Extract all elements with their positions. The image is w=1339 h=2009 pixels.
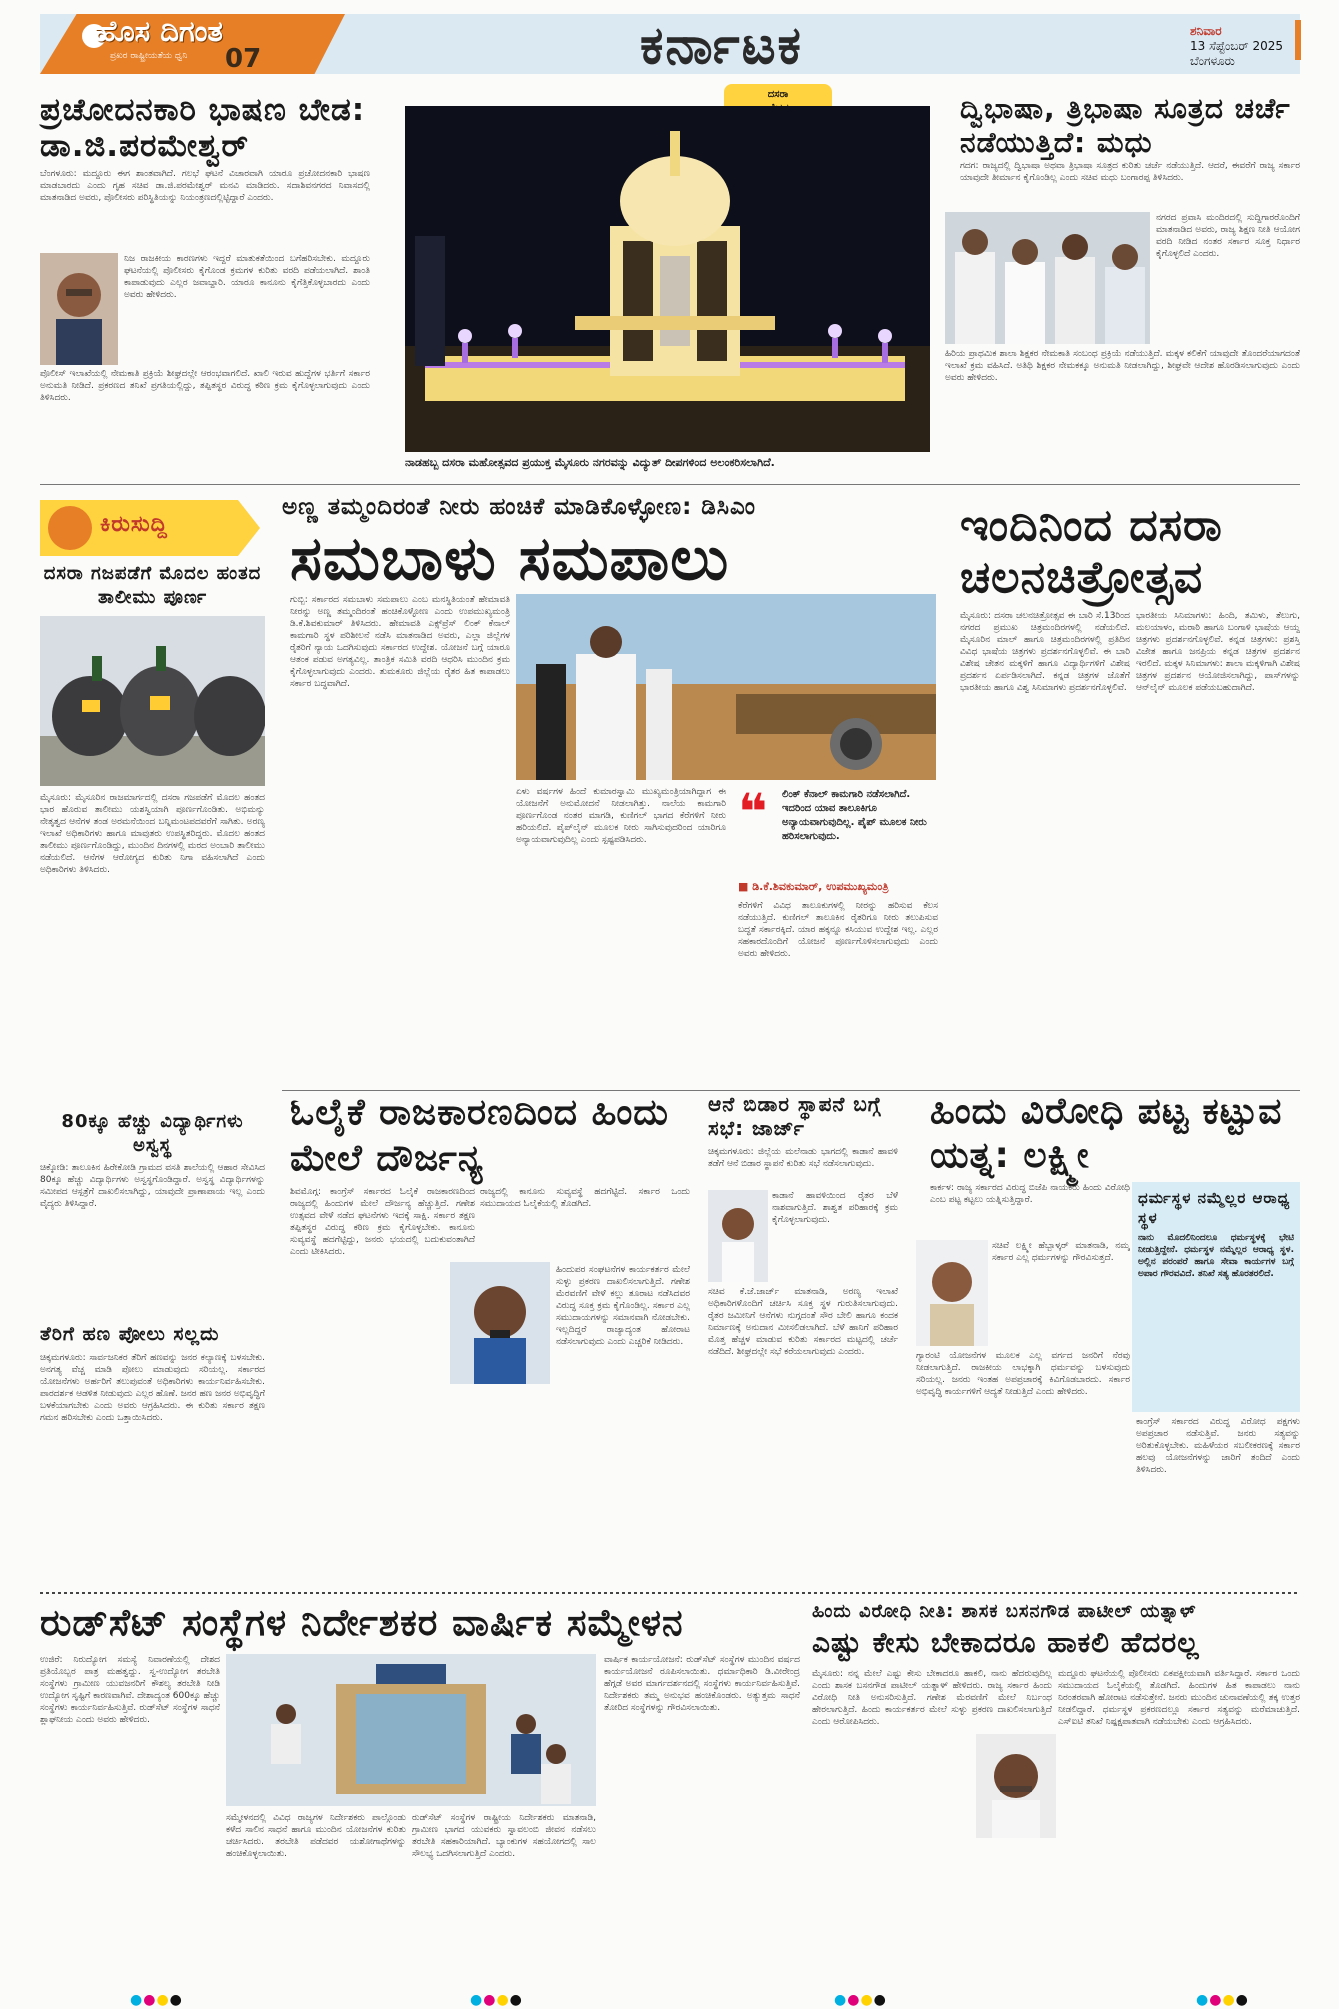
portrait-photo xyxy=(708,1190,768,1282)
headline-parameshwar: ಪ್ರಚೋದನಕಾರಿ ಭಾಷಣ ಬೇಡ: ಡಾ.ಜಿ.ಪರಮೇಶ್ವರ್ xyxy=(40,92,366,164)
date-accent-bar xyxy=(1295,20,1301,60)
story-body: ರಾಜ್ಯದಲ್ಲಿ ಕಾನೂನು ಸುವ್ಯವಸ್ಥೆ ಹದಗೆಟ್ಟಿದೆ. ಸರ್ಕಾರ ಒಂದು ಸಮುದಾಯದ ಓಲೈಕೆಯಲ್ಲಿ ತೊಡಗಿದೆ. xyxy=(480,1187,690,1209)
box-body: ನಾನು ಮೊದಲಿನಿಂದಲೂ ಧರ್ಮಸ್ಥಳಕ್ಕೆ ಭೇಟಿ ನೀಡುತ್ತಿದ್ದೇನೆ. ಧರ್ಮಸ್ಥಳ ನಮ್ಮೆಲ್ಲರ ಆರಾಧ್ಯ ಸ್ಥಳ. ಅಲ್ಲಿನ ಪರಂಪರೆ ಹಾಗೂ ಸೇವಾ ಕಾರ್ಯಗಳ ಬಗ್ಗೆ ಅಪಾರ ಗೌರವವಿದೆ. ತನಿಖೆ ಸತ್ಯ ಹೊರತರಲಿದೆ. xyxy=(1138,1233,1294,1279)
story-body: ಸಚಿವ ಕೆ.ಜೆ.ಜಾರ್ಜ್ ಮಾತನಾಡಿ, ಅರಣ್ಯ ಇಲಾಖೆ ಅಧಿಕಾರಿಗಳೊಂದಿಗೆ ಚರ್ಚಿಸಿ ಸೂಕ್ತ ಸ್ಥಳ ಗುರುತಿಸಲಾಗುವುದು. ರೈತರ ಜಮೀನಿಗೆ ಆನೆಗಳು ನುಗ್ಗದಂತೆ ಸೌರ ಬೇಲಿ ಹಾಗೂ ಕಂದಕ ನಿರ್ಮಾಣಕ್ಕೆ ಅನುದಾನ ಮೀಸಲಿಡಲಾಗಿದೆ. ಬೆಳೆ ಹಾನಿಗೆ ಪರಿಹಾರ ಮೊತ್ತ ಹೆಚ್ಚಳ ಮಾಡುವ ಕುರಿತು ಸರ್ಕಾರದ ಮಟ್ಟದಲ್ಲಿ ಚರ್ಚೆ ನಡೆದಿದೆ. ಶೀಘ್ರದಲ್ಲೇ ಸಭೆ ಕರೆಯಲಾಗುವುದು ಎಂದರು. xyxy=(708,1287,898,1357)
headline-tax: ತೆರಿಗೆ ಹಣ ಪೋಲು ಸಲ್ಲದು xyxy=(40,1323,220,1345)
portrait-photo xyxy=(916,1240,988,1346)
dasara-badge: ದಸರಾ xyxy=(724,84,832,124)
headline-film-festival: ಇಂದಿನಿಂದ ದಸರಾ ಚಲನಚಿತ್ರೋತ್ಸವ xyxy=(960,500,1223,603)
dharmasthala-box xyxy=(1132,1182,1300,1412)
elephants-photo xyxy=(40,616,265,786)
portrait-photo xyxy=(40,253,118,365)
hand-pointer-icon xyxy=(48,506,92,550)
print-registration-marks: ●●●● xyxy=(1196,1992,1249,2008)
story-body: ಉಜಿರೆ: ನಿರುದ್ಯೋಗ ಸಮಸ್ಯೆ ನಿವಾರಣೆಯಲ್ಲಿ ದೇಶದ ಪ್ರತಿಯೊಬ್ಬರ ಪಾತ್ರ ಮಹತ್ವದ್ದು. ಸ್ವ-ಉದ್ಯೋಗ ತರಬೇತಿ ಸಂಸ್ಥೆಗಳು ಗ್ರಾಮೀಣ ಯುವಜನರಿಗೆ ಕೌಶಲ್ಯ ತರಬೇತಿ ನೀಡಿ ಉದ್ಯೋಗ ಸೃಷ್ಟಿಗೆ ಕಾರಣವಾಗಿವೆ. ದೇಶಾದ್ಯಂತ 600ಕ್ಕೂ ಹೆಚ್ಚು ಸಂಸ್ಥೆಗಳು ಕಾರ್ಯನಿರ್ವಹಿಸುತ್ತಿವೆ. ರುಡ್‌ಸೆಟ್ ಸಂಸ್ಥೆಗಳ ಸಾಧನೆ ಶ್ಲಾಘನೀಯ ಎಂದು ಅವರು ಹೇಳಿದರು. xyxy=(40,1655,220,1725)
story-body: ಪೊಲೀಸ್ ಇಲಾಖೆಯಲ್ಲಿ ನೇಮಕಾತಿ ಪ್ರಕ್ರಿಯೆ ಶೀಘ್ರದಲ್ಲೇ ಆರಂಭವಾಗಲಿದೆ. ಖಾಲಿ ಇರುವ ಹುದ್ದೆಗಳ ಭರ್ತಿಗೆ ಸರ್ಕಾರ ಅನುಮತಿ ನೀಡಿದೆ. ಪ್ರಕರಣದ ತನಿಖೆ ಪ್ರಗತಿಯಲ್ಲಿದ್ದು, ತಪ್ಪಿತಸ್ಥರ ವಿರುದ್ಧ ಕಠಿಣ ಕ್ರಮ ಕೈಗೊಳ್ಳಲಾಗುವುದು ಎಂದು ತಿಳಿಸಿದರು. xyxy=(40,369,370,403)
quote-attribution: ■ ಡಿ.ಕೆ.ಶಿವಕುಮಾರ್, ಉಪಮುಖ್ಯಮಂತ್ರಿ xyxy=(738,880,889,893)
story-body: ಶಿವಮೊಗ್ಗ: ಕಾಂಗ್ರೆಸ್ ಸರ್ಕಾರದ ಓಲೈಕೆ ರಾಜಕಾರಣದಿಂದ ರಾಜ್ಯದಲ್ಲಿ ಹಿಂದುಗಳ ಮೇಲೆ ದೌರ್ಜನ್ಯ ಹೆಚ್ಚುತ್ತಿದೆ. ಗಣೇಶ ಉತ್ಸವದ ವೇಳೆ ನಡೆದ ಘಟನೆಗಳು ಇದಕ್ಕೆ ಸಾಕ್ಷಿ. ಸರ್ಕಾರ ತಕ್ಷಣ ತಪ್ಪಿತಸ್ಥರ ವಿರುದ್ಧ ಕಠಿಣ ಕ್ರಮ ಕೈಗೊಳ್ಳಬೇಕು. ಕಾನೂನು ಸುವ್ಯವಸ್ಥೆ ಹದಗೆಟ್ಟಿದ್ದು, ಜನರು ಭಯದಲ್ಲಿ ಬದುಕುವಂತಾಗಿದೆ ಎಂದು ಟೀಕಿಸಿದರು. xyxy=(290,1187,475,1257)
date: 13 ಸೆಪ್ಟೆಂಬರ್ 2025 xyxy=(1190,39,1284,53)
headline-yatnal: ಎಷ್ಟು ಕೇಸು ಬೇಕಾದರೂ ಹಾಕಲಿ ಹೆದರಲ್ಲ xyxy=(812,1626,1200,1659)
story-body: ಕಾಡಾನೆ ಹಾವಳಿಯಿಂದ ರೈತರ ಬೆಳೆ ನಾಶವಾಗುತ್ತಿದೆ. ಶಾಶ್ವತ ಪರಿಹಾರಕ್ಕೆ ಕ್ರಮ ಕೈಗೊಳ್ಳಲಾಗುವುದು. xyxy=(772,1191,898,1225)
print-registration-marks: ●●●● xyxy=(470,1992,523,2008)
kiru-suddi-label: ಕಿರುಸುದ್ದಿ xyxy=(100,512,168,537)
story-body: ಕೆರೆಗಳಿಗೆ ವಿವಿಧ ತಾಲೂಕುಗಳಲ್ಲಿ ನೀರನ್ನು ಹರಿಸುವ ಕೆಲಸ ನಡೆಯುತ್ತಿದೆ. ಕುಣಿಗಲ್ ತಾಲೂಕಿನ ರೈತರಿಗೂ ನೀರು ತಲುಪಿಸುವ ಬದ್ಧತೆ ಸರ್ಕಾರಕ್ಕಿದೆ. ಯಾರ ಹಕ್ಕನ್ನೂ ಕಸಿಯುವ ಉದ್ದೇಶ ಇಲ್ಲ. ಎಲ್ಲರ ಸಹಕಾರದೊಂದಿಗೆ ಯೋಜನೆ ಪೂರ್ಣಗೊಳಿಸಲಾಗುವುದು ಎಂದು ಅವರು ಹೇಳಿದರು. xyxy=(738,901,938,959)
headline-elephant: ದಸರಾ ಗಜಪಡೆಗೆ ಮೊದಲ ಹಂತದ ತಾಲೀಮು ಪೂರ್ಣ xyxy=(43,563,262,608)
dateline xyxy=(1190,24,1283,69)
divider xyxy=(40,1592,1300,1594)
story-body: ಭಾರತೀಯ ಸಿನಿಮಾಗಳು: ಹಿಂದಿ, ತಮಿಳು, ತೆಲುಗು, ಮಲಯಾಳಂ, ಮರಾಠಿ ಹಾಗೂ ಬಂಗಾಳಿ ಭಾಷೆಯ ಆಯ್ದ ಚಿತ್ರಗಳು ಪ್ರದರ್ಶನಗೊಳ್ಳಲಿವೆ. ಕನ್ನಡ ಚಿತ್ರಗಳು: ಪ್ರಶಸ್ತಿ ವಿಜೇತ ಹಾಗೂ ಜನಪ್ರಿಯ ಕನ್ನಡ ಚಿತ್ರಗಳ ಪ್ರದರ್ಶನ ಇರಲಿದೆ. ಮಕ್ಕಳ ಸಿನಿಮಾಗಳು: ಶಾಲಾ ಮಕ್ಕಳಿಗಾಗಿ ವಿಶೇಷ ಚಿತ್ರಗಳ ಪ್ರದರ್ಶನ ಆಯೋಜಿಸಲಾಗಿದ್ದು, ಪಾಸ್‌ಗಳನ್ನು ಆನ್‌ಲೈನ್ ಮೂಲಕ ಪಡೆಯಬಹುದಾಗಿದೆ. xyxy=(1136,611,1300,693)
headline-ballot: ಓಲೈಕೆ ರಾಜಕಾರಣದಿಂದ ಹಿಂದು ಮೇಲೆ ದೌರ್ಜನ್ಯ xyxy=(290,1092,669,1179)
story-body: ಗದಗ: ರಾಜ್ಯದಲ್ಲಿ ದ್ವಿಭಾಷಾ ಅಥವಾ ತ್ರಿಭಾಷಾ ಸೂತ್ರದ ಕುರಿತು ಚರ್ಚೆ ನಡೆಯುತ್ತಿದೆ. ಆದರೆ, ಈವರೆಗೆ ರಾಜ್ಯ ಸರ್ಕಾರ ಯಾವುದೇ ತೀರ್ಮಾನ ಕೈಗೊಂಡಿಲ್ಲ ಎಂದು ಸಚಿವ ಮಧು ಬಂಗಾರಪ್ಪ ತಿಳಿಸಿದರು. xyxy=(960,161,1300,183)
portrait-photo xyxy=(450,1262,550,1384)
story-body: ಚಿಕ್ಕೋಡಿ: ತಾಲೂಕಿನ ಹಿರೇಕೋಡಿ ಗ್ರಾಮದ ವಸತಿ ಶಾಲೆಯಲ್ಲಿ ಆಹಾರ ಸೇವಿಸಿದ 80ಕ್ಕೂ ಹೆಚ್ಚು ವಿದ್ಯಾರ್ಥಿಗಳು ಅಸ್ವಸ್ಥಗೊಂಡಿದ್ದಾರೆ. ಅಸ್ವಸ್ಥ ವಿದ್ಯಾರ್ಥಿಗಳನ್ನು ಸಮೀಪದ ಆಸ್ಪತ್ರೆಗೆ ದಾಖಲಿಸಲಾಗಿದ್ದು, ಯಾವುದೇ ಪ್ರಾಣಾಪಾಯ ಇಲ್ಲ ಎಂದು ವೈದ್ಯರು ತಿಳಿಸಿದ್ದಾರೆ. xyxy=(40,1163,265,1209)
story-body: ಏಳು ವರ್ಷಗಳ ಹಿಂದೆ ಕುಮಾರಸ್ವಾಮಿ ಮುಖ್ಯಮಂತ್ರಿಯಾಗಿದ್ದಾಗ ಈ ಯೋಜನೆಗೆ ಅನುಮೋದನೆ ನೀಡಲಾಗಿತ್ತು. ನಾಲೆಯ ಕಾಮಗಾರಿ ಪೂರ್ಣಗೊಂಡ ನಂತರ ಮಾಗಡಿ, ಕುಣಿಗಲ್ ಭಾಗದ ಕೆರೆಗಳಿಗೆ ನೀರು ಹರಿಯಲಿದೆ. ಪೈಪ್‌ಲೈನ್ ಮೂಲಕ ನೀರು ಸಾಗಿಸುವುದರಿಂದ ಯಾರಿಗೂ ಅನ್ಯಾಯವಾಗುವುದಿಲ್ಲ ಎಂದು ಸ್ಪಷ್ಟಪಡಿಸಿದರು. xyxy=(516,787,726,845)
story-body: ಗುಬ್ಬಿ: ಸರ್ಕಾರದ ಸಮಬಾಳು ಸಮಪಾಲು ಎಂಬ ಮನಸ್ಥಿತಿಯಂತೆ ಹೇಮಾವತಿ ನೀರನ್ನು ಅಣ್ಣ ತಮ್ಮಂದಿರಂತೆ ಹಂಚಿಕೊಳ್ಳೋಣ ಎಂದು ಉಪಮುಖ್ಯಮಂತ್ರಿ ಡಿ.ಕೆ.ಶಿವಕುಮಾರ್ ತಿಳಿಸಿದರು. ಹೇಮಾವತಿ ಎಕ್ಸ್‌ಪ್ರೆಸ್ ಲಿಂಕ್ ಕೆನಾಲ್ ಕಾಮಗಾರಿ ಸ್ಥಳ ಪರಿಶೀಲನೆ ನಡೆಸಿ ಮಾತನಾಡಿದ ಅವರು, ಎಲ್ಲಾ ಜಿಲ್ಲೆಗಳ ರೈತರಿಗೆ ನ್ಯಾಯ ಒದಗಿಸುವುದು ಸರ್ಕಾರದ ಉದ್ದೇಶ. ಯೋಜನೆ ಬಗ್ಗೆ ಯಾರೂ ಆತಂಕ ಪಡುವ ಅಗತ್ಯವಿಲ್ಲ. ತಾಂತ್ರಿಕ ಸಮಿತಿ ವರದಿ ಆಧರಿಸಿ ಮುಂದಿನ ಕ್ರಮ ಕೈಗೊಳ್ಳಲಾಗುವುದು ಎಂದರು. ತುಮಕೂರು ಜಿಲ್ಲೆಯ ರೈತರ ಹಿತ ಕಾಪಾಡಲು ಸರ್ಕಾರ ಬದ್ಧವಾಗಿದೆ. xyxy=(290,595,510,689)
headline-samabalu: ಸಮಬಾಳು ಸಮಪಾಲು xyxy=(290,524,730,594)
story-body: ಗ್ಯಾರಂಟಿ ಯೋಜನೆಗಳ ಮೂಲಕ ಎಲ್ಲ ವರ್ಗದ ಜನರಿಗೆ ನೆರವು ನೀಡಲಾಗುತ್ತಿದೆ. ರಾಜಕೀಯ ಲಾಭಕ್ಕಾಗಿ ಧರ್ಮವನ್ನು ಬಳಸುವುದು ಸರಿಯಲ್ಲ. ಜನರು ಇಂತಹ ಅಪಪ್ರಚಾರಕ್ಕೆ ಕಿವಿಗೊಡಬಾರದು. ಸರ್ಕಾರ ಅಭಿವೃದ್ಧಿ ಕಾರ್ಯಗಳಿಗೆ ಆದ್ಯತೆ ನೀಡುತ್ತಿದೆ ಎಂದು ಹೇಳಿದರು. xyxy=(916,1351,1130,1397)
weekday: ಶನಿವಾರ xyxy=(1190,24,1222,38)
story-body: ಬೆಂಗಳೂರು: ಮದ್ದೂರು ಈಗ ಶಾಂತವಾಗಿದೆ. ಗಲಭೆ ಘಟನೆ ವಿಚಾರವಾಗಿ ಯಾರೂ ಪ್ರಚೋದನಕಾರಿ ಭಾಷಣ ಮಾಡಬಾರದು ಎಂದು ಗೃಹ ಸಚಿವ ಡಾ.ಜಿ.ಪರಮೇಶ್ವರ್ ಮನವಿ ಮಾಡಿದರು. ಸದಾಶಿವನಗರದ ನಿವಾಸದಲ್ಲಿ ಮಾತನಾಡಿದ ಅವರು, ಪೊಲೀಸರು ಪರಿಸ್ಥಿತಿಯನ್ನು ನಿಯಂತ್ರಣದಲ್ಲಿಟ್ಟಿದ್ದಾರೆ ಎಂದರು. xyxy=(40,169,370,203)
story-body: ವಾರ್ಷಿಕ ಕಾರ್ಯಯೋಜನೆ: ರುಡ್‌ಸೆಟ್ ಸಂಸ್ಥೆಗಳ ಮುಂದಿನ ವರ್ಷದ ಕಾರ್ಯಯೋಜನೆ ರೂಪಿಸಲಾಯಿತು. ಧರ್ಮಾಧಿಕಾರಿ ಡಿ.ವೀರೇಂದ್ರ ಹೆಗ್ಗಡೆ ಅವರ ಮಾರ್ಗದರ್ಶನದಲ್ಲಿ ಸಂಸ್ಥೆಗಳು ಕಾರ್ಯನಿರ್ವಹಿಸುತ್ತಿವೆ. ನಿರ್ದೇಶಕರು ತಮ್ಮ ಅನುಭವ ಹಂಚಿಕೊಂಡರು. ಅತ್ಯುತ್ತಮ ಸಾಧನೆ ತೋರಿದ ಸಂಸ್ಥೆಗಳನ್ನು ಗೌರವಿಸಲಾಯಿತು. xyxy=(604,1655,800,1713)
print-registration-marks: ●●●● xyxy=(834,1992,887,2008)
divider xyxy=(40,484,1300,485)
section-title: ಕರ್ನಾಟಕ xyxy=(640,16,803,76)
story-body: ರುಡ್‌ಸೆಟ್ ಸಂಸ್ಥೆಗಳ ರಾಷ್ಟ್ರೀಯ ನಿರ್ದೇಶಕರು ಮಾತನಾಡಿ, ಗ್ರಾಮೀಣ ಭಾಗದ ಯುವಕರು ಸ್ವಾವಲಂಬಿ ಜೀವನ ನಡೆಸಲು ತರಬೇತಿ ಸಹಕಾರಿಯಾಗಿದೆ. ಬ್ಯಾಂಕುಗಳ ಸಹಯೋಗದಲ್ಲಿ ಸಾಲ ಸೌಲಭ್ಯ ಒದಗಿಸಲಾಗುತ್ತಿದೆ ಎಂದರು. xyxy=(412,1813,596,1859)
story-body: ಚಿಕ್ಕಮಗಳೂರು: ಜಿಲ್ಲೆಯ ಮಲೆನಾಡು ಭಾಗದಲ್ಲಿ ಕಾಡಾನೆ ಹಾವಳಿ ತಡೆಗೆ ಆನೆ ಬಿಡಾರ ಸ್ಥಾಪನೆ ಕುರಿತು ಸಭೆ ನಡೆಸಲಾಗುವುದು. xyxy=(708,1147,898,1169)
ministers-group-photo xyxy=(945,212,1150,344)
pull-quote: ಲಿಂಕ್ ಕೆನಾಲ್ ಕಾಮಗಾರಿ ನಡೆಸಲಾಗಿದೆ. ಇದರಿಂದ ಯಾವ ತಾಲೂಕಿಗೂ ಅನ್ಯಾಯವಾಗುವುದಿಲ್ಲ. ಪೈಪ್ ಮೂಲಕ ನೀರು ಹರಿಸಲಾಗುವುದು. xyxy=(782,789,927,842)
story-body: ಹಿಂದುಪರ ಸಂಘಟನೆಗಳ ಕಾರ್ಯಕರ್ತರ ಮೇಲೆ ಸುಳ್ಳು ಪ್ರಕರಣ ದಾಖಲಿಸಲಾಗುತ್ತಿದೆ. ಗಣೇಶ ಮೆರವಣಿಗೆ ವೇಳೆ ಕಲ್ಲು ತೂರಾಟ ನಡೆಸಿದವರ ವಿರುದ್ಧ ಸೂಕ್ತ ಕ್ರಮ ಕೈಗೊಂಡಿಲ್ಲ. ಸರ್ಕಾರ ಎಲ್ಲ ಸಮುದಾಯಗಳನ್ನು ಸಮಾನವಾಗಿ ನೋಡಬೇಕು. ಇಲ್ಲದಿದ್ದರೆ ರಾಜ್ಯಾದ್ಯಂತ ಹೋರಾಟ ನಡೆಸಲಾಗುವುದು ಎಂದು ಎಚ್ಚರಿಕೆ ನೀಡಿದರು. xyxy=(556,1265,690,1347)
headline-students: 80ಕ್ಕೂ ಹೆಚ್ಚು ವಿದ್ಯಾರ್ಥಿಗಳು ಅಸ್ವಸ್ಥ xyxy=(61,1111,244,1156)
illuminated-mandapa-photo xyxy=(405,106,930,452)
headline-bilingual: ದ್ವಿಭಾಷಾ, ತ್ರಿಭಾಷಾ ಸೂತ್ರದ ಚರ್ಚೆ ನಡೆಯುತ್ತಿದೆ: ಮಧು xyxy=(960,92,1291,159)
city: ಬೆಂಗಳೂರು xyxy=(1190,54,1235,68)
story-body: ಸಮ್ಮೇಳನದಲ್ಲಿ ವಿವಿಧ ರಾಜ್ಯಗಳ ನಿರ್ದೇಶಕರು ಪಾಲ್ಗೊಂಡು ಕಳೆದ ಸಾಲಿನ ಸಾಧನೆ ಹಾಗೂ ಮುಂದಿನ ಯೋಜನೆಗಳ ಕುರಿತು ಚರ್ಚಿಸಿದರು. ತರಬೇತಿ ಪಡೆದವರ ಯಶೋಗಾಥೆಗಳನ್ನು ಹಂಚಿಕೊಳ್ಳಲಾಯಿತು. xyxy=(226,1813,406,1859)
story-body: ಮದ್ದೂರು ಘಟನೆಯಲ್ಲಿ ಪೊಲೀಸರು ಏಕಪಕ್ಷೀಯವಾಗಿ ವರ್ತಿಸಿದ್ದಾರೆ. ಸರ್ಕಾರ ಒಂದು ಸಮುದಾಯದ ಓಲೈಕೆಯಲ್ಲಿ ತೊಡಗಿದೆ. ಹಿಂದುಗಳ ಹಿತ ಕಾಪಾಡಲು ನಾನು ನಿರಂತರವಾಗಿ ಹೋರಾಟ ನಡೆಸುತ್ತೇನೆ. ಜನರು ಮುಂದಿನ ಚುನಾವಣೆಯಲ್ಲಿ ತಕ್ಕ ಉತ್ತರ ನೀಡಲಿದ್ದಾರೆ. ಧರ್ಮಸ್ಥಳ ಪ್ರಕರಣದಲ್ಲೂ ಸರ್ಕಾರ ಸತ್ಯವನ್ನು ಮರೆಮಾಚುತ್ತಿದೆ. ಎಸ್‌ಐಟಿ ತನಿಖೆ ನಿಷ್ಪಕ್ಷಪಾತವಾಗಿ ನಡೆಯಬೇಕು ಎಂದು ಆಗ್ರಹಿಸಿದರು. xyxy=(1058,1669,1300,1727)
photo-caption: ನಾಡಹಬ್ಬ ದಸರಾ ಮಹೋತ್ಸವದ ಪ್ರಯುಕ್ತ ಮೈಸೂರು ನಗರವನ್ನು ವಿದ್ಯುತ್ ದೀಪಗಳಿಂದ ಅಲಂಕರಿಸಲಾಗಿದೆ. xyxy=(405,456,775,469)
story-body: ಚಿಕ್ಕಮಗಳೂರು: ಸಾರ್ವಜನಿಕರ ತೆರಿಗೆ ಹಣವನ್ನು ಜನರ ಕಲ್ಯಾಣಕ್ಕೆ ಬಳಸಬೇಕು. ಅನಗತ್ಯ ವೆಚ್ಚ ಮಾಡಿ ಪೋಲು ಮಾಡುವುದು ಸರಿಯಲ್ಲ. ಸರ್ಕಾರದ ಯೋಜನೆಗಳು ಅರ್ಹರಿಗೆ ತಲುಪುವಂತೆ ಅಧಿಕಾರಿಗಳು ಕಾರ್ಯನಿರ್ವಹಿಸಬೇಕು. ಪಾರದರ್ಶಕ ಆಡಳಿತ ನೀಡುವುದು ಎಲ್ಲರ ಹೊಣೆ. ಜನರ ಹಣ ಜನರ ಅಭಿವೃದ್ಧಿಗೆ ಬಳಕೆಯಾಗಬೇಕು ಎಂದು ಅವರು ಆಗ್ರಹಿಸಿದರು. ಈ ಕುರಿತು ಸರ್ಕಾರ ತಕ್ಷಣ ಗಮನ ಹರಿಸಬೇಕು ಎಂದು ಒತ್ತಾಯಿಸಿದರು. xyxy=(40,1353,265,1423)
page-number: 07 xyxy=(225,44,262,74)
masthead-tagline: ಪ್ರಖರ ರಾಷ್ಟ್ರೀಯತೆಯ ಧ್ವನಿ xyxy=(110,51,188,61)
story-body: ನಗರದ ಪ್ರವಾಸಿ ಮಂದಿರದಲ್ಲಿ ಸುದ್ದಿಗಾರರೊಂದಿಗೆ ಮಾತನಾಡಿದ ಅವರು, ರಾಜ್ಯ ಶಿಕ್ಷಣ ನೀತಿ ಆಯೋಗ ವರದಿ ನೀಡಿದ ನಂತರ ಸರ್ಕಾರ ಸೂಕ್ತ ನಿರ್ಧಾರ ಕೈಗೊಳ್ಳಲಿದೆ ಎಂದರು. xyxy=(1156,213,1300,259)
headline-rudset: ರುಡ್‌ಸೆಟ್ ಸಂಸ್ಥೆಗಳ ನಿರ್ದೇಶಕರ ವಾರ್ಷಿಕ ಸಮ್ಮೇಳನ xyxy=(40,1601,684,1644)
story-body: ಕಾರ್ಕಳ: ರಾಜ್ಯ ಸರ್ಕಾರದ ವಿರುದ್ಧ ಬಿಜೆಪಿ ನಾಯಕರು ಹಿಂದು ವಿರೋಧಿ ಎಂಬ ಪಟ್ಟ ಕಟ್ಟಲು ಯತ್ನಿಸುತ್ತಿದ್ದಾರೆ. xyxy=(930,1183,1130,1205)
story-body: ಕಾಂಗ್ರೆಸ್ ಸರ್ಕಾರದ ವಿರುದ್ಧ ವಿರೋಧ ಪಕ್ಷಗಳು ಅಪಪ್ರಚಾರ ನಡೆಸುತ್ತಿವೆ. ಜನರು ಸತ್ಯವನ್ನು ಅರಿತುಕೊಳ್ಳಬೇಕು. ಮಹಿಳೆಯರ ಸಬಲೀಕರಣಕ್ಕೆ ಸರ್ಕಾರ ಹಲವು ಯೋಜನೆಗಳನ್ನು ಜಾರಿಗೆ ತಂದಿದೆ ಎಂದು ತಿಳಿಸಿದರು. xyxy=(1136,1417,1300,1475)
headline-george: ಆನೆ ಬಿಡಾರ ಸ್ಥಾಪನೆ ಬಗ್ಗೆ ಸಭೆ: ಜಾರ್ಜ್ xyxy=(708,1092,882,1140)
story-body: ಮೈಸೂರು: ಮೈಸೂರಿನ ರಾಜಮಾರ್ಗದಲ್ಲಿ ದಸರಾ ಗಜಪಡೆಗೆ ಮೊದಲ ಹಂತದ ಭಾರ ಹೊರುವ ತಾಲೀಮು ಯಶಸ್ವಿಯಾಗಿ ಪೂರ್ಣಗೊಂಡಿತು. ಅಭಿಮನ್ಯು ನೇತೃತ್ವದ ಆನೆಗಳ ತಂಡ ಅರಮನೆಯಿಂದ ಬನ್ನಿಮಂಟಪದವರೆಗೆ ಸಾಗಿತು. ಅರಣ್ಯ ಇಲಾಖೆ ಅಧಿಕಾರಿಗಳು ಹಾಗೂ ಮಾವುತರು ಉಪಸ್ಥಿತರಿದ್ದರು. ಮೊದಲ ಹಂತದ ತಾಲೀಮು ಪೂರ್ಣಗೊಂಡಿದ್ದು, ಮುಂದಿನ ದಿನಗಳಲ್ಲಿ ಮರದ ಅಂಬಾರಿ ತಾಲೀಮು ನಡೆಯಲಿದೆ. ಆನೆಗಳ ಆರೋಗ್ಯದ ಕುರಿತು ನಿಗಾ ವಹಿಸಲಾಗಿದೆ ಎಂದು ಅಧಿಕಾರಿಗಳು ತಿಳಿಸಿದರು. xyxy=(40,793,265,875)
headline-lakshmi: ಹಿಂದು ವಿರೋಧಿ ಪಟ್ಟ ಕಟ್ಟುವ ಯತ್ನ: ಲಕ್ಷ್ಮೀ xyxy=(930,1091,1283,1176)
portrait-photo xyxy=(976,1734,1056,1838)
pipeline-inspection-photo xyxy=(516,594,936,780)
box-heading: ಧರ್ಮಸ್ಥಳ ನಮ್ಮೆಲ್ಲರ ಆರಾಧ್ಯ ಸ್ಥಳ xyxy=(1138,1189,1291,1227)
kicker-yatnal: ಹಿಂದು ವಿರೋಧಿ ನೀತಿ: ಶಾಸಕ ಬಸನಗೌಡ ಪಾಟೀಲ್ ಯತ್ನಾಳ್ xyxy=(812,1601,1197,1622)
story-body: ಹಿರಿಯ ಪ್ರಾಥಮಿಕ ಶಾಲಾ ಶಿಕ್ಷಕರ ನೇಮಕಾತಿ ಸಂಬಂಧ ಪ್ರಕ್ರಿಯೆ ನಡೆಯುತ್ತಿದೆ. ಮಕ್ಕಳ ಕಲಿಕೆಗೆ ಯಾವುದೇ ತೊಂದರೆಯಾಗದಂತೆ ಇಲಾಖೆ ಕ್ರಮ ವಹಿಸಿದೆ. ಅತಿಥಿ ಶಿಕ್ಷಕರ ನೇಮಕಕ್ಕೂ ಅನುಮತಿ ನೀಡಲಾಗಿದ್ದು, ಶೀಘ್ರವೇ ಆದೇಶ ಹೊರಡಿಸಲಾಗುವುದು ಎಂದು ಅವರು ಹೇಳಿದರು. xyxy=(945,349,1300,383)
story-body: ಮೈಸೂರು: ದಸರಾ ಚಲನಚಿತ್ರೋತ್ಸವ ಈ ಬಾರಿ ಸೆ.13ರಿಂದ ನಗರದ ಪ್ರಮುಖ ಚಿತ್ರಮಂದಿರಗಳಲ್ಲಿ ನಡೆಯಲಿದೆ. ಮೈಸೂರಿನ ಮಾಲ್ ಹಾಗೂ ಚಿತ್ರಮಂದಿರಗಳಲ್ಲಿ ಪ್ರತಿದಿನ ವಿವಿಧ ಭಾಷೆಯ ಚಿತ್ರಗಳು ಪ್ರದರ್ಶನಗೊಳ್ಳಲಿವೆ. ಈ ಬಾರಿ ವಿಶೇಷ ಚೇತನ ಮಕ್ಕಳಿಗೆ ಹಾಗೂ ವಿದ್ಯಾರ್ಥಿಗಳಿಗೆ ವಿಶೇಷ ಪ್ರದರ್ಶನ ಏರ್ಪಡಿಸಲಾಗಿದೆ. ಕನ್ನಡ ಚಿತ್ರಗಳ ಜೊತೆಗೆ ಭಾರತೀಯ ಹಾಗೂ ವಿಶ್ವ ಸಿನಿಮಾಗಳು ಪ್ರದರ್ಶನಗೊಳ್ಳಲಿವೆ. xyxy=(960,611,1130,693)
story-body: ಮೈಸೂರು: ನನ್ನ ಮೇಲೆ ಎಷ್ಟು ಕೇಸು ಬೇಕಾದರೂ ಹಾಕಲಿ, ನಾನು ಹೆದರುವುದಿಲ್ಲ ಎಂದು ಶಾಸಕ ಬಸನಗೌಡ ಪಾಟೀಲ್ ಯತ್ನಾಳ್ ಹೇಳಿದರು. ರಾಜ್ಯ ಸರ್ಕಾರ ಹಿಂದು ವಿರೋಧಿ ನೀತಿ ಅನುಸರಿಸುತ್ತಿದೆ. ಗಣೇಶ ಮೆರವಣಿಗೆ ಮೇಲೆ ನಿರ್ಬಂಧ ಹೇರಲಾಗುತ್ತಿದೆ. ಹಿಂದು ಕಾರ್ಯಕರ್ತರ ಮೇಲೆ ಸುಳ್ಳು ಪ್ರಕರಣ ದಾಖಲಿಸಲಾಗುತ್ತಿದೆ ಎಂದು ಆರೋಪಿಸಿದರು. xyxy=(812,1669,1052,1727)
print-registration-marks: ●●●● xyxy=(130,1992,183,2008)
story-body: ಸಚಿವೆ ಲಕ್ಷ್ಮೀ ಹೆಬ್ಬಾಳ್ಕರ್ ಮಾತನಾಡಿ, ನಮ್ಮ ಸರ್ಕಾರ ಎಲ್ಲ ಧರ್ಮಗಳನ್ನು ಗೌರವಿಸುತ್ತದೆ. xyxy=(992,1241,1130,1263)
quote-mark-icon: ❝ xyxy=(738,783,768,841)
story-body: ನಿಜ ರಾಜಕೀಯ ಕಾರಣಗಳು ಇದ್ದರೆ ಮಾತುಕತೆಯಿಂದ ಬಗೆಹರಿಸಬೇಕು. ಮದ್ದೂರು ಘಟನೆಯಲ್ಲಿ ಪೊಲೀಸರು ಕೈಗೊಂಡ ಕ್ರಮಗಳ ಕುರಿತು ವರದಿ ಪಡೆಯಲಾಗಿದೆ. ಶಾಂತಿ ಕಾಪಾಡುವುದು ಎಲ್ಲರ ಜವಾಬ್ದಾರಿ. ಯಾರೂ ಕಾನೂನು ಕೈಗೆತ್ತಿಕೊಳ್ಳಬಾರದು ಎಂದು ಅವರು ಹೇಳಿದರು. xyxy=(124,254,370,300)
masthead-title: ಹೊಸ ದಿಗಂತ xyxy=(95,14,223,48)
conference-photo xyxy=(226,1654,596,1806)
kicker-dcm: ಅಣ್ಣ ತಮ್ಮಂದಿರಂತೆ ನೀರು ಹಂಚಿಕೆ ಮಾಡಿಕೊಳ್ಳೋಣ: ಡಿಸಿಎಂ xyxy=(282,494,756,520)
